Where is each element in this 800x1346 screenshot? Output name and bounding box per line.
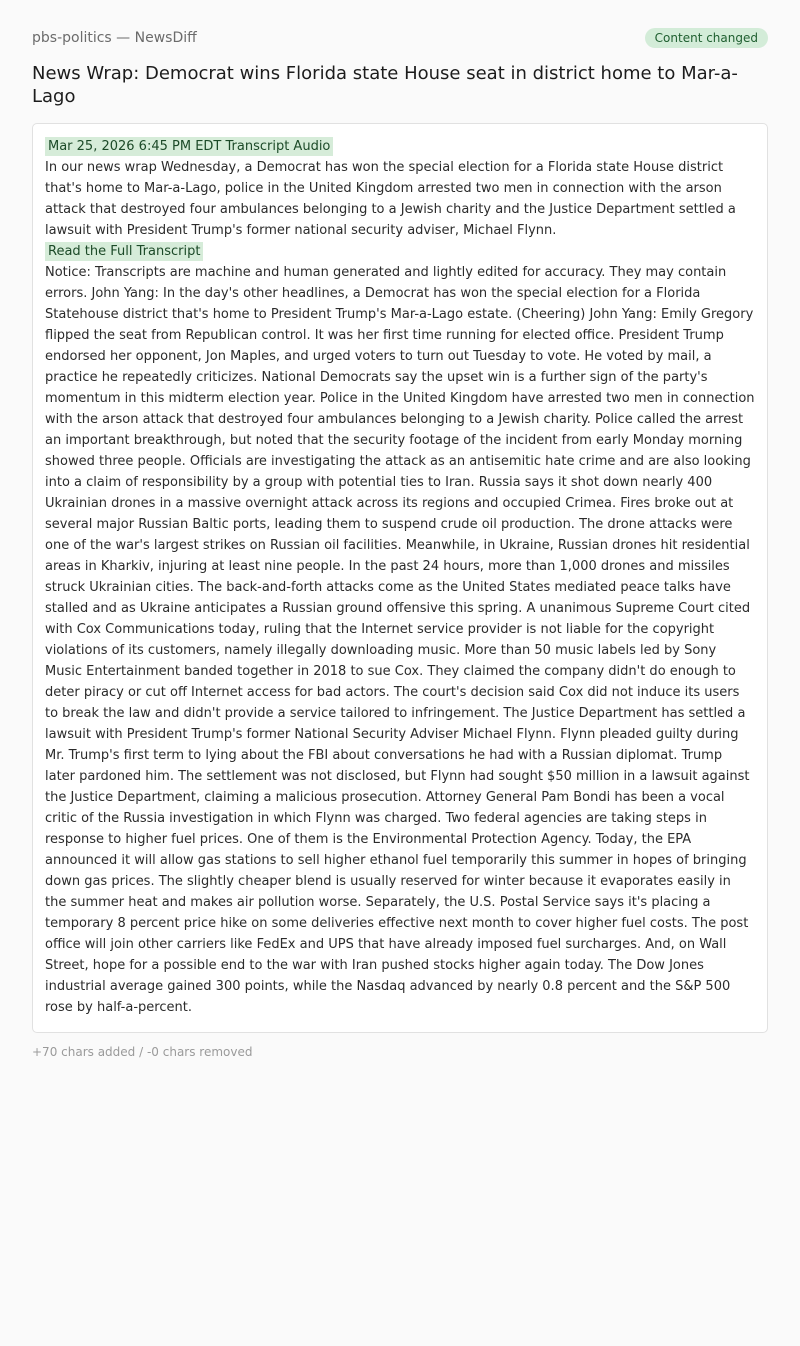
transcript-link-line — [45, 241, 755, 262]
added-transcript-link: Read the Full Transcript — [45, 242, 203, 261]
status-badge: Content changed — [645, 28, 768, 48]
diff-card — [32, 123, 768, 1033]
source-label: pbs-politics — NewsDiff — [32, 30, 197, 46]
article-title: News Wrap: Democrat wins Florida state House seat in district home to Mar-a-Lago — [32, 63, 738, 107]
summary-text: In our news wrap Wednesday, a Democrat has won the special election for a Florida state House district that's home to Mar-a-Lago, police in the United Kingdom arrested two men in connection with the arson attack that destroyed four ambulances belonging to a Jewish charity and the Justice Department settled a lawsuit with President Trump's former national security adviser, Michael Flynn. — [45, 160, 736, 238]
transcript-text: Notice: Transcripts are machine and human generated and lightly edited for accuracy. They may contain errors. John Yang: In the day's other headlines, a Democrat has won the special election for a Florida Statehouse district that's home to President Trump's Mar-a-Lago estate. (Cheering) John Yang: Emily Gregory flipped the seat from Republican control. It was her first time running for elected office. President Trump endorsed her opponent, Jon Maples, and urged voters to turn out Tuesday to vote. He voted by mail, a practice he repeatedly criticizes. National Democrats say the upset win is a further sign of the party's momentum in this midterm election year. Police in the United Kingdom have arrested two men in connection with the arson attack that destroyed four ambulances belonging to a Jewish charity. Police called the arrest an important breakthrough, but noted that the security footage of the incident from early Monday morning showed three people. Officials are investigating the attack as an antisemitic hate crime and are also looking into a claim of responsibility by a group with potential ties to Iran. Russia says it shot down nearly 400 Ukrainian drones in a massive overnight attack across its regions and occupied Crimea. Fires broke out at several major Russian Baltic ports, leading them to suspend crude oil production. The drone attacks were one of the war's largest strikes on Russian oil facilities. Meanwhile, in Ukraine, Russian drones hit residential areas in Kharkiv, injuring at least nine people. In the past 24 hours, more than 1,000 drones and missiles struck Ukrainian cities. The back-and-forth attacks come as the United States mediated peace talks have stalled and as Ukraine anticipates a Russian ground offensive this spring. A unanimous Supreme Court cited with Cox Communications today, ruling that the Internet service provider is not liable for the copyright violations of its customers, namely illegally downloading music. More than 50 music labels led by Sony Music Entertainment banded together in 2018 to sue Cox. They claimed the company didn't do enough to deter piracy or cut off Internet access for bad actors. The court's decision said Cox did not induce its users to break the law and didn't provide a service tailored to infringement. The Justice Department has settled a lawsuit with President Trump's former National Security Adviser Michael Flynn. Flynn pleaded guilty during Mr. Trump's first term to lying about the FBI about conversations he had with a Russian diplomat. Trump later pardoned him. The settlement was not disclosed, but Flynn had sought $50 million in a lawsuit against the Justice Department, claiming a malicious prosecution. Attorney General Pam Bondi has been a vocal critic of the Russia investigation in which Flynn was charged. Two federal agencies are taking steps in response to higher fuel prices. One of them is the Environmental Protection Agency. Today, the EPA announced it will allow gas stations to sell higher ethanol fuel temporarily this summer in hopes of bringing down gas prices. The slightly cheaper blend is usually reserved for winter because it evaporates easily in the summer heat and makes air pollution worse. Separately, the U.S. Postal Service says it's placing a temporary 8 percent price hike on some deliveries effective next month to cover higher fuel costs. The post office will join other carriers like FedEx and UPS that have already imposed fuel surcharges. And, on Wall Street, hope for a possible end to the war with Iran pushed stocks higher again today. The Dow Jones industrial average gained 300 points, while the Nasdaq advanced by nearly 0.8 percent and the S&P 500 rose by half-a-percent. — [45, 265, 755, 1015]
diff-stats: +70 chars added / -0 chars removed — [32, 1045, 253, 1059]
added-dateline: Mar 25, 2026 6:45 PM EDT Transcript Audio — [45, 137, 333, 156]
dateline-line — [45, 136, 755, 157]
header — [32, 28, 768, 48]
